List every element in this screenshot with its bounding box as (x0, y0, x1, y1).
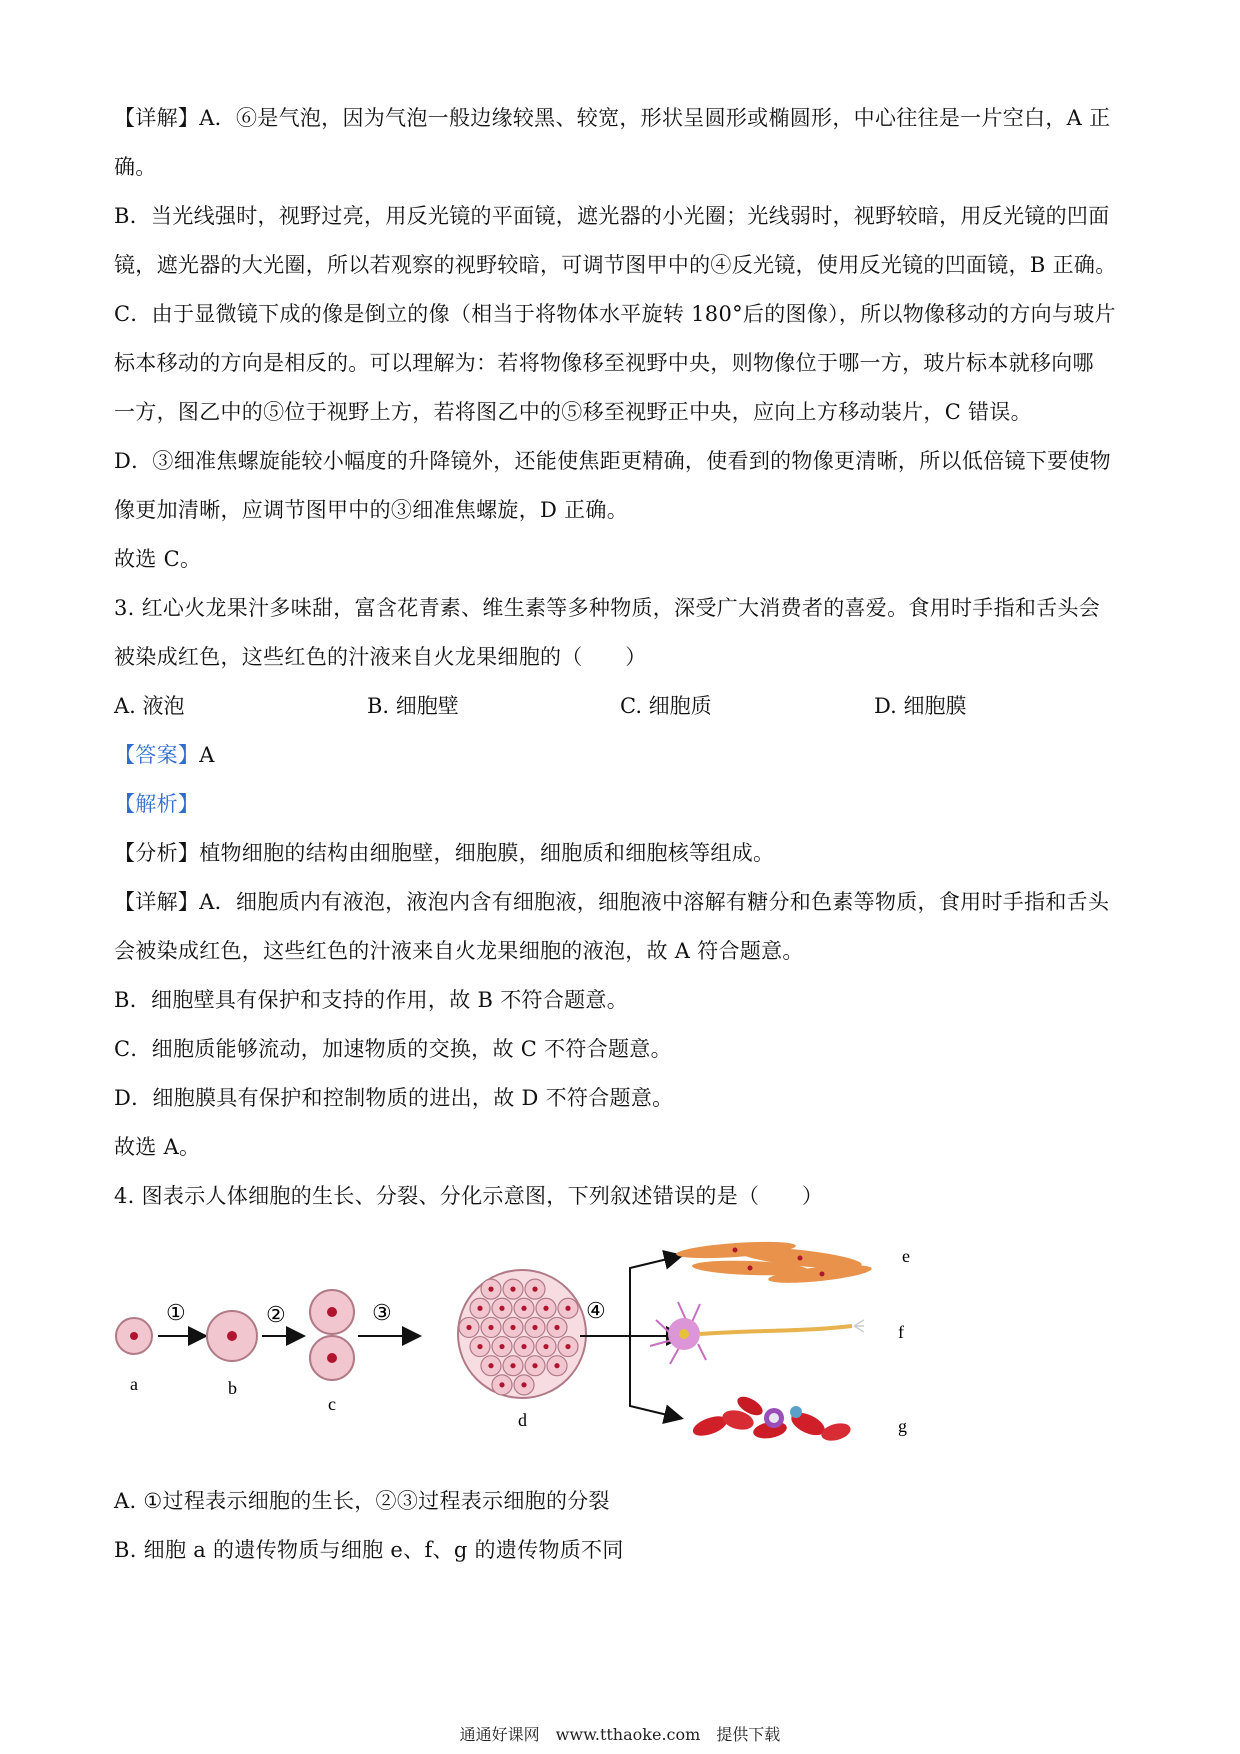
q3-option-b: B. 细胞壁 (367, 694, 459, 718)
detail3-c: C．细胞质能够流动，加速物质的交换，故 C 不符合题意。 (114, 1037, 672, 1061)
label-b: b (228, 1378, 237, 1398)
muscle-cells-e (676, 1239, 873, 1287)
detail-b-line-2: 镜，遮光器的大光圈，所以若观察的视野较暗，可调节图甲中的④反光镜，使用反光镜的凹面镜，B 正确。 (114, 253, 1117, 277)
answer-line (114, 741, 1134, 769)
cluster-cell-nucleus (499, 1382, 504, 1387)
detail3-line-2: 会被染成红色，这些红色的汁液来自火龙果细胞的液泡，故 A 符合题意。 (114, 939, 804, 963)
question-3-line-2: 被染成红色，这些红色的汁液来自火龙果细胞的（ ） (114, 645, 647, 669)
cluster-cell-nucleus (554, 1363, 559, 1368)
label-e: e (902, 1246, 910, 1266)
analysis-label: 【解析】 (114, 792, 200, 816)
arrow-to-g (630, 1336, 680, 1418)
answer-value: A (199, 743, 215, 767)
cluster-cell-nucleus (565, 1344, 570, 1349)
detail-c-line-3: 一方，图乙中的⑤位于视野上方，若将图乙中的⑤移至视野正中央，应向上方移动装片，C 错误。 (114, 400, 1032, 424)
detail-d-line-2: 像更加清晰，应调节图甲中的③细准焦螺旋，D 正确。 (114, 498, 629, 522)
cluster-cell-nucleus (565, 1306, 570, 1311)
detail-c-line-1: C．由于显微镜下成的像是倒立的像（相当于将物体水平旋转 180°后的图像），所以物像移动的方向与玻片 (114, 302, 1116, 326)
label-c: c (328, 1394, 336, 1414)
label-a: a (130, 1374, 138, 1394)
step-4-label: ④ (586, 1299, 606, 1324)
cluster-cell-nucleus (532, 1325, 537, 1330)
cell-c (310, 1290, 354, 1380)
step-2-label: ② (266, 1303, 286, 1328)
cluster-cell-nucleus (488, 1287, 493, 1292)
cluster-cell-nucleus (521, 1306, 526, 1311)
cluster-cell-nucleus (554, 1325, 559, 1330)
detail-c-line-2: 标本移动的方向是相反的。可以理解为：若将物像移至视野中央，则物像位于哪一方，玻片标本就移向哪 (114, 351, 1094, 375)
question-3-line-1: 3. 红心火龙果汁多味甜，富含花青素、维生素等多种物质，深受广大消费者的喜爱。食用时手指和舌头会 (114, 596, 1101, 620)
label-f: f (898, 1322, 904, 1342)
q4-option-b: B. 细胞 a 的遗传物质与细胞 e、f、g 的遗传物质不同 (114, 1538, 624, 1562)
q4-option-a: A. ①过程表示细胞的生长，②③过程表示细胞的分裂 (114, 1489, 610, 1513)
conclusion-a: 故选 A。 (114, 1135, 201, 1159)
cluster-cell-nucleus (499, 1344, 504, 1349)
cluster-cell-nucleus (521, 1382, 526, 1387)
detail-line-2: 确。 (114, 155, 157, 179)
conclusion-c: 故选 C。 (114, 547, 202, 571)
analysis-line: 【分析】植物细胞的结构由细胞壁，细胞膜，细胞质和细胞核等组成。 (114, 841, 775, 865)
cell-cluster-d (458, 1270, 586, 1398)
cluster-cell-nucleus (499, 1306, 504, 1311)
cluster-cell-nucleus (510, 1325, 515, 1330)
blood-cells-g (690, 1393, 852, 1444)
neuron-f (650, 1302, 864, 1364)
cluster-cell-nucleus (488, 1363, 493, 1368)
cluster-cell-nucleus (477, 1306, 482, 1311)
cluster-cell-nucleus (521, 1344, 526, 1349)
detail-d-line-1: D．③细准焦螺旋能较小幅度的升降镜外，还能使焦距更精确，使看到的物像更清晰，所以低倍镜下要使物 (114, 449, 1111, 473)
detail-line-1: 【详解】A．⑥是气泡，因为气泡一般边缘较黑、较宽，形状呈圆形或椭圆形，中心往往是一片空白，A 正 (114, 106, 1111, 130)
cluster-cell-nucleus (510, 1363, 515, 1368)
detail3-d: D．细胞膜具有保护和控制物质的进出，故 D 不符合题意。 (114, 1086, 674, 1110)
cell-b (207, 1311, 257, 1361)
step-3-label: ③ (372, 1301, 392, 1326)
footer-source: 通通好课网 www.tthaoke.com 提供下载 (459, 1725, 781, 1744)
answer-label: 【答案】 (114, 743, 200, 767)
label-g: g (898, 1416, 907, 1436)
detail3-b: B．细胞壁具有保护和支持的作用，故 B 不符合题意。 (114, 988, 629, 1012)
cluster-cell-nucleus (477, 1344, 482, 1349)
cluster-cell-nucleus (510, 1287, 515, 1292)
cell-division-figure (110, 1228, 930, 1458)
detail3-line-1: 【详解】A．细胞质内有液泡，液泡内含有细胞液，细胞液中溶解有糖分和色素等物质，食用时手指和舌头 (114, 890, 1110, 914)
cluster-cell-nucleus (543, 1306, 548, 1311)
cluster-cell-nucleus (532, 1363, 537, 1368)
cell-a (116, 1318, 152, 1354)
q3-option-c: C. 细胞质 (620, 694, 712, 718)
q3-option-a: A. 液泡 (114, 694, 185, 718)
detail-b-line-1: B．当光线强时，视野过亮，用反光镜的平面镜，遮光器的小光圈；光线弱时，视野较暗，用反光镜的凹面 (114, 204, 1110, 228)
cluster-cell-nucleus (488, 1325, 493, 1330)
cluster-cell-nucleus (466, 1325, 471, 1330)
question-4: 4. 图表示人体细胞的生长、分裂、分化示意图，下列叙述错误的是（ ） (114, 1184, 824, 1208)
step-1-label: ① (166, 1301, 186, 1326)
cluster-cell-nucleus (532, 1287, 537, 1292)
q3-option-d: D. 细胞膜 (874, 694, 967, 718)
cluster-cell-nucleus (543, 1344, 548, 1349)
label-d: d (518, 1410, 527, 1430)
